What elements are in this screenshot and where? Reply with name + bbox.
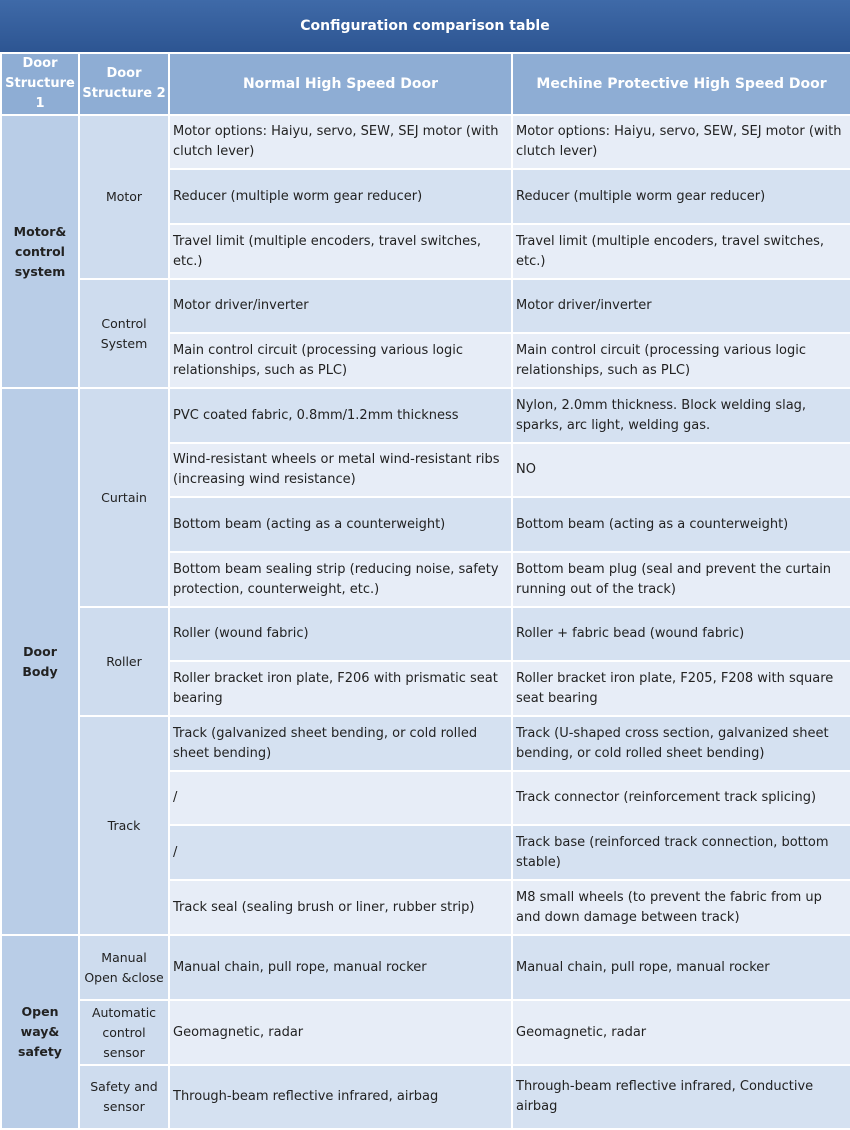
subsection-roller: Roller [79, 607, 169, 716]
cell-protective: M8 small wheels (to prevent the fabric from up and down damage between track) [512, 880, 850, 935]
subsection-safety-sensor: Safety and sensor [79, 1065, 169, 1129]
subsection-curtain: Curtain [79, 388, 169, 607]
cell-protective: Through-beam reflective infrared, Conductive airbag [512, 1065, 850, 1129]
cell-normal: Travel limit (multiple encoders, travel switches, etc.) [169, 224, 512, 279]
cell-normal: Reducer (multiple worm gear reducer) [169, 169, 512, 224]
cell-protective: Track (U-shaped cross section, galvanized sheet bending, or cold rolled sheet bending) [512, 716, 850, 771]
cell-normal: Manual chain, pull rope, manual rocker [169, 935, 512, 1000]
cell-protective: Geomagnetic, radar [512, 1000, 850, 1065]
cell-normal: Main control circuit (processing various logic relationships, such as PLC) [169, 333, 512, 388]
header-normal-door: Normal High Speed Door [169, 53, 512, 115]
cell-normal: Bottom beam (acting as a counterweight) [169, 497, 512, 552]
subsection-automatic-control-sensor: Automatic control sensor [79, 1000, 169, 1065]
cell-normal: Bottom beam sealing strip (reducing noise, safety protection, counterweight, etc.) [169, 552, 512, 607]
table-title: Configuration comparison table [0, 0, 850, 52]
cell-protective: Bottom beam plug (seal and prevent the curtain running out of the track) [512, 552, 850, 607]
cell-normal: / [169, 825, 512, 880]
cell-protective: Travel limit (multiple encoders, travel switches, etc.) [512, 224, 850, 279]
cell-normal: Through-beam reflective infrared, airbag [169, 1065, 512, 1129]
cell-normal: Track seal (sealing brush or liner, rubber strip) [169, 880, 512, 935]
cell-normal: Wind-resistant wheels or metal wind-resistant ribs (increasing wind resistance) [169, 443, 512, 497]
header-protective-door: Mechine Protective High Speed Door [512, 53, 850, 115]
cell-protective: Motor options: Haiyu, servo, SEW, SEJ motor (with clutch lever) [512, 115, 850, 169]
cell-normal: Geomagnetic, radar [169, 1000, 512, 1065]
cell-protective: Main control circuit (processing various logic relationships, such as PLC) [512, 333, 850, 388]
subsection-track: Track [79, 716, 169, 935]
header-door-structure-1: Door Structure 1 [1, 53, 79, 115]
cell-normal: / [169, 771, 512, 825]
subsection-manual-open-close: Manual Open &close [79, 935, 169, 1000]
cell-protective: NO [512, 443, 850, 497]
cell-protective: Track connector (reinforcement track splicing) [512, 771, 850, 825]
cell-protective: Roller bracket iron plate, F205, F208 with square seat bearing [512, 661, 850, 716]
cell-protective: Motor driver/inverter [512, 279, 850, 333]
section-open-way-safety: Open way& safety [1, 935, 79, 1129]
cell-protective: Track base (reinforced track connection, bottom stable) [512, 825, 850, 880]
cell-protective: Roller + fabric bead (wound fabric) [512, 607, 850, 661]
header-door-structure-2: Door Structure 2 [79, 53, 169, 115]
cell-normal: Track (galvanized sheet bending, or cold rolled sheet bending) [169, 716, 512, 771]
cell-normal: Motor driver/inverter [169, 279, 512, 333]
section-motor-control: Motor& control system [1, 115, 79, 388]
cell-normal: PVC coated fabric, 0.8mm/1.2mm thickness [169, 388, 512, 443]
cell-protective: Manual chain, pull rope, manual rocker [512, 935, 850, 1000]
cell-normal: Motor options: Haiyu, servo, SEW, SEJ motor (with clutch lever) [169, 115, 512, 169]
cell-protective: Reducer (multiple worm gear reducer) [512, 169, 850, 224]
cell-normal: Roller bracket iron plate, F206 with prismatic seat bearing [169, 661, 512, 716]
cell-normal: Roller (wound fabric) [169, 607, 512, 661]
comparison-table [0, 52, 850, 1130]
subsection-motor: Motor [79, 115, 169, 279]
subsection-control-system: Control System [79, 279, 169, 388]
cell-protective: Nylon, 2.0mm thickness. Block welding slag, sparks, arc light, welding gas. [512, 388, 850, 443]
section-door-body: Door Body [1, 388, 79, 935]
cell-protective: Bottom beam (acting as a counterweight) [512, 497, 850, 552]
